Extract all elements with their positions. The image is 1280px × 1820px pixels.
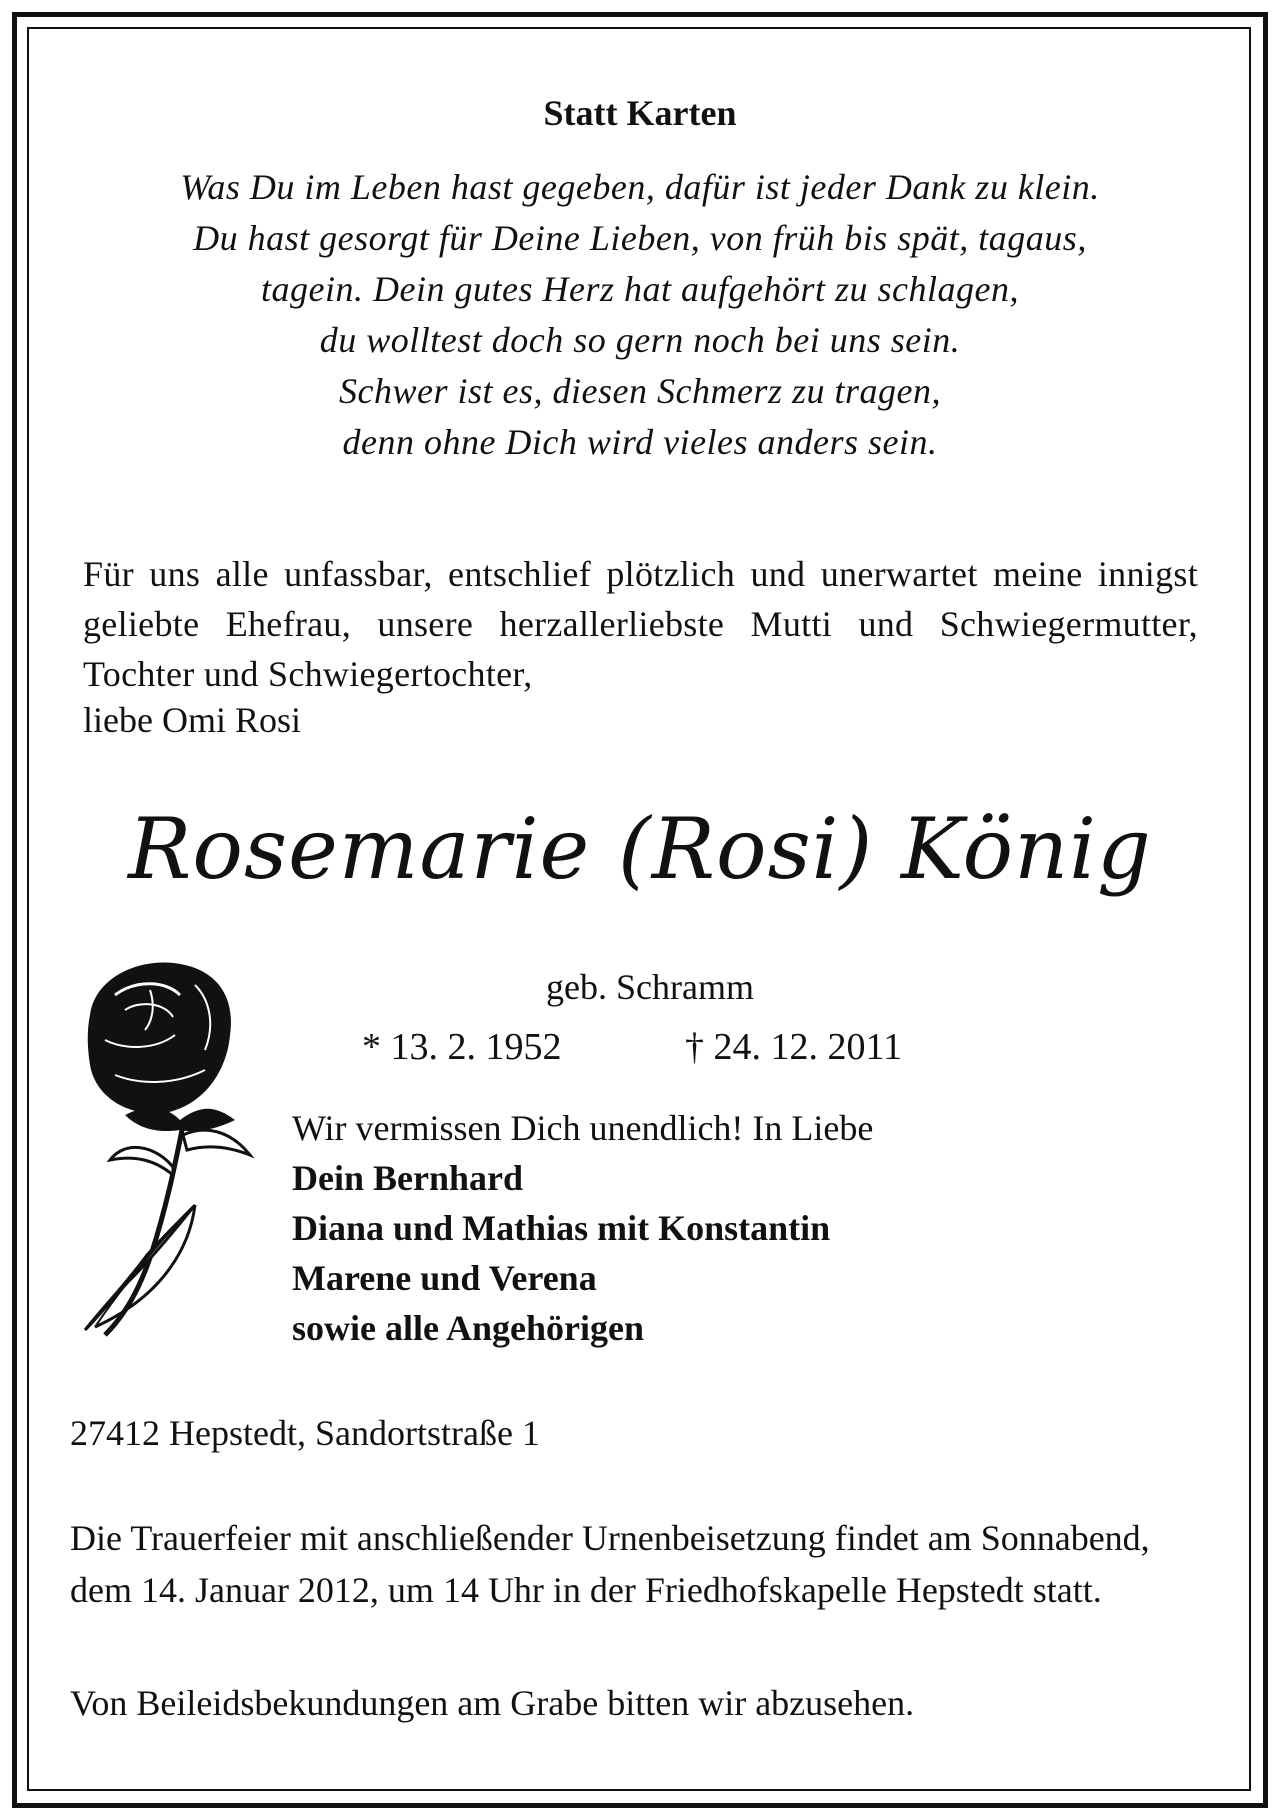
heading: Statt Karten [543, 93, 737, 133]
poem-line: Du hast gesorgt für Deine Lieben, von früh bis spät, tagaus, [193, 218, 1087, 258]
poem-line: Schwer ist es, diesen Schmerz zu tragen, [339, 371, 941, 411]
poem [60, 162, 1220, 468]
intro-last-line: liebe Omi Rosi [83, 700, 301, 740]
signoff-line: Wir vermissen Dich unendlich! In Liebe [292, 1108, 874, 1148]
mourner-name: Marene und Verena [292, 1258, 597, 1298]
rose-icon [55, 955, 255, 1345]
death-date: † 24. 12. 2011 [685, 1026, 903, 1068]
birth-name: geb. Schramm [546, 967, 754, 1007]
birth-date: * 13. 2. 1952 [362, 1026, 562, 1068]
mourner-name: Diana und Mathias mit Konstantin [292, 1208, 831, 1248]
poem-line: Was Du im Leben hast gegeben, dafür ist jeder Dank zu klein. [180, 167, 1100, 207]
poem-line: denn ohne Dich wird vieles anders sein. [342, 422, 938, 462]
signoff [292, 1103, 873, 1353]
poem-line: du wolltest doch so gern noch bei uns sein. [319, 320, 961, 360]
intro-text: Für uns alle unfassbar, entschlief plötzlich und unerwartet meine innigst geliebte Ehefrau, unsere herzallerliebste Mutti und Schwiegermutter, Tochter und Schwiegertochter, [83, 554, 1198, 694]
no-condolences-note: Von Beileidsbekundungen am Grabe bitten wir abzusehen. [70, 1683, 915, 1723]
poem-line: tagein. Dein gutes Herz hat aufgehört zu schlagen, [261, 269, 1019, 309]
mourner-name: Dein Bernhard [292, 1158, 524, 1198]
funeral-info: Die Trauerfeier mit anschließender Urnenbeisetzung findet am Sonnabend, dem 14. Januar 2012, um 14 Uhr in der Friedhofskapelle Hepstedt statt. [70, 1518, 1150, 1610]
mourner-name: sowie alle Angehörigen [292, 1308, 644, 1348]
address: 27412 Hepstedt, Sandortstraße 1 [70, 1413, 540, 1453]
deceased-name: Rosemarie (Rosi) König [128, 800, 1152, 898]
